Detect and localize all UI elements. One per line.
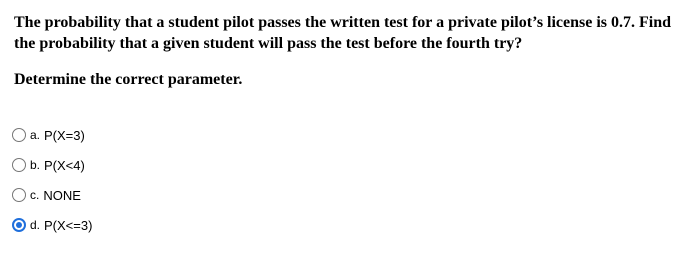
option-a[interactable]: [12, 120, 92, 150]
question-text: The probability that a student pilot passes the written test for a private pilot’s license is 0.7. Find the probability that a given student will pass the test before the fourth try?: [14, 14, 672, 52]
option-label: P(X<=3): [44, 217, 93, 233]
radio-button-d[interactable]: [12, 218, 26, 232]
option-letter: d.: [30, 218, 41, 232]
option-label: P(X=3): [44, 127, 85, 143]
answer-options: [12, 120, 92, 240]
option-letter: a.: [30, 128, 41, 142]
option-label: P(X<4): [44, 157, 85, 173]
option-label: NONE: [43, 187, 81, 203]
option-b[interactable]: [12, 150, 92, 180]
option-c[interactable]: [12, 180, 92, 210]
radio-button-c[interactable]: [12, 188, 26, 202]
option-letter: b.: [30, 158, 41, 172]
option-d[interactable]: [12, 210, 92, 240]
radio-button-a[interactable]: [12, 128, 26, 142]
instruction-text: Determine the correct parameter.: [14, 71, 243, 88]
radio-button-b[interactable]: [12, 158, 26, 172]
option-letter: c.: [30, 188, 40, 202]
